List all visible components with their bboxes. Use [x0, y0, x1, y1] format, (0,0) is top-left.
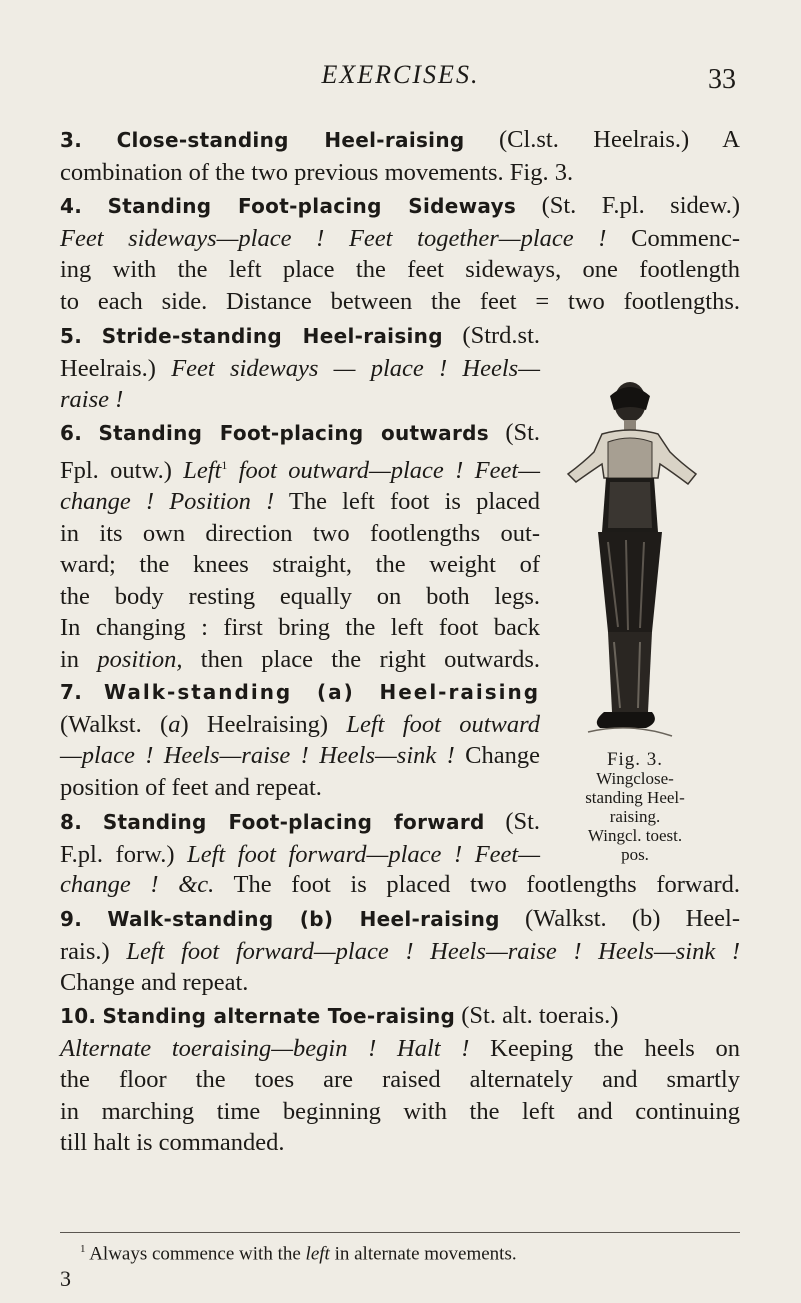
command-text: Left foot forward—place ! Heels—raise ! Heels—sink ! — [126, 937, 740, 965]
command-text: —place ! Heels—raise ! Heels—sink ! — [60, 742, 455, 769]
exercise-title: Standing Foot-placing forward — [102, 810, 485, 834]
caption-line: Wingclose- — [596, 769, 674, 788]
paragraph-8 — [60, 806, 540, 870]
exercise-number: 3. — [60, 128, 83, 152]
exercise-abbreviation: (St. — [505, 419, 541, 446]
command-text: Left foot forward—place ! Feet— — [187, 840, 540, 868]
exercise-number: 9. — [60, 907, 83, 931]
paragraph-line: in marching time beginning with the left and continuing — [60, 1097, 740, 1125]
paragraph-line: position of feet and repeat. — [60, 773, 322, 801]
paragraph-9 — [60, 903, 740, 999]
exercise-number: 7. — [60, 680, 83, 704]
exercise-title: Standing Foot-placing outwards — [98, 421, 489, 445]
paragraph-text: Commenc- — [631, 224, 741, 252]
exercise-title: Stride-standing Heel-raising — [101, 324, 443, 348]
footnote — [80, 1238, 760, 1265]
paragraph-5 — [60, 320, 540, 416]
exercise-title: Standing alternate Toe-raising — [102, 1004, 456, 1028]
exercise-number: 8. — [60, 810, 83, 834]
paragraph-10 — [60, 1000, 740, 1159]
footnote-text: left — [305, 1243, 330, 1265]
footnote-text: in alternate movements. — [334, 1243, 517, 1265]
figure-caption — [545, 750, 725, 864]
footnote-divider — [60, 1232, 740, 1233]
paragraph-7 — [60, 676, 540, 803]
paragraph-text: The left foot is placed — [288, 488, 540, 516]
exercise-title: Walk-standing (a) Heel-raising — [104, 680, 541, 704]
caption-line: standing Heel- — [585, 788, 685, 807]
paragraph-text: F.pl. forw.) — [60, 840, 175, 868]
paragraph-line: the floor the toes are raised alternately and smartly — [60, 1066, 740, 1093]
command-text: Alternate toeraising—begin ! Halt ! — [60, 1034, 470, 1062]
signature-mark: 3 — [60, 1266, 71, 1291]
paragraph-text: The foot is placed two footlengths forward. — [233, 871, 741, 898]
exercise-number: 10. — [60, 1004, 97, 1028]
exercise-abbreviation: (St. F.pl. sidew.) — [541, 192, 741, 219]
page-number: 33 — [708, 64, 736, 95]
figure-label: Fig. 3. — [606, 749, 664, 770]
command-text: position, — [97, 645, 183, 673]
command-text: Left foot outward — [346, 710, 540, 738]
command-text: Feet sideways—place ! Feet together—place ! — [60, 224, 607, 252]
caption-line: raising. — [609, 807, 661, 826]
paragraph-text: ) Heelraising) — [180, 710, 329, 738]
paragraph-text: Keeping the heels on — [490, 1034, 740, 1062]
command-text: Feet sideways — place ! Heels— — [171, 354, 541, 382]
paragraph-text: in — [60, 645, 80, 673]
paragraph-text: (Walkst. ( — [60, 710, 169, 738]
paragraph-text: Fpl. outw.) — [60, 456, 172, 484]
command-text: change ! Position ! — [60, 488, 275, 516]
exercise-abbreviation: (Cl.st. Heelrais.) A — [498, 126, 740, 153]
exercise-title: Walk-standing (b) Heel-raising — [107, 907, 500, 931]
paragraph-line: till halt is commanded. — [60, 1129, 285, 1156]
footnote-text: Always commence with the — [89, 1243, 301, 1265]
exercise-abbreviation: (Strd.st. — [462, 322, 540, 349]
paragraph-line: in its own direction two footlengths out- — [60, 519, 540, 547]
paragraph-line: to each side. Distance between the feet = two footlengths. — [60, 287, 740, 315]
paragraph-6 — [60, 417, 540, 675]
exercise-number: 5. — [60, 324, 83, 348]
exercise-title: Standing Foot-placing Sideways — [107, 194, 517, 218]
exercise-title: Close-standing Heel-raising — [116, 128, 465, 152]
footnote-reference: 1 — [221, 457, 228, 472]
paragraph-text: Change — [465, 742, 540, 769]
paragraph-line: Change and repeat. — [60, 969, 249, 996]
exercise-number: 4. — [60, 194, 83, 218]
caption-line: Wingcl. toest. — [587, 826, 683, 845]
paragraph-line: the body resting equally on both legs. — [60, 582, 540, 610]
paragraph-line: ing with the left place the feet sideways, one footlength — [60, 256, 740, 283]
command-text: Left — [183, 456, 222, 484]
paragraph-8-continued — [60, 869, 740, 901]
running-head: EXERCISES. — [321, 60, 480, 89]
standing-figure-drawing — [548, 382, 718, 752]
footnote-mark: 1 — [80, 1243, 86, 1255]
paragraph-3 — [60, 124, 740, 188]
paragraph-line: ward; the knees straight, the weight of — [60, 551, 540, 579]
paragraph-4 — [60, 190, 740, 317]
command-text: raise ! — [60, 386, 124, 413]
command-text: a — [168, 710, 181, 738]
command-text: foot outward—place ! Feet— — [238, 456, 540, 484]
exercise-number: 6. — [60, 421, 83, 445]
paragraph-line: In changing : first bring the left foot back — [60, 614, 540, 642]
paragraph-text: rais.) — [60, 937, 110, 965]
paragraph-text: then place the right outwards. — [200, 645, 541, 673]
command-text: change ! &c. — [60, 871, 215, 898]
exercise-abbreviation: (St. — [505, 808, 541, 835]
exercise-abbreviation: (Walkst. (b) Heel- — [524, 905, 741, 932]
caption-line: pos. — [621, 845, 649, 864]
paragraph-text: Heelrais.) — [60, 354, 156, 382]
paragraph-line: combination of the two previous movements. Fig. 3. — [60, 158, 574, 186]
exercise-abbreviation: (St. alt. toerais.) — [461, 1002, 619, 1029]
figure-illustration — [548, 382, 718, 782]
